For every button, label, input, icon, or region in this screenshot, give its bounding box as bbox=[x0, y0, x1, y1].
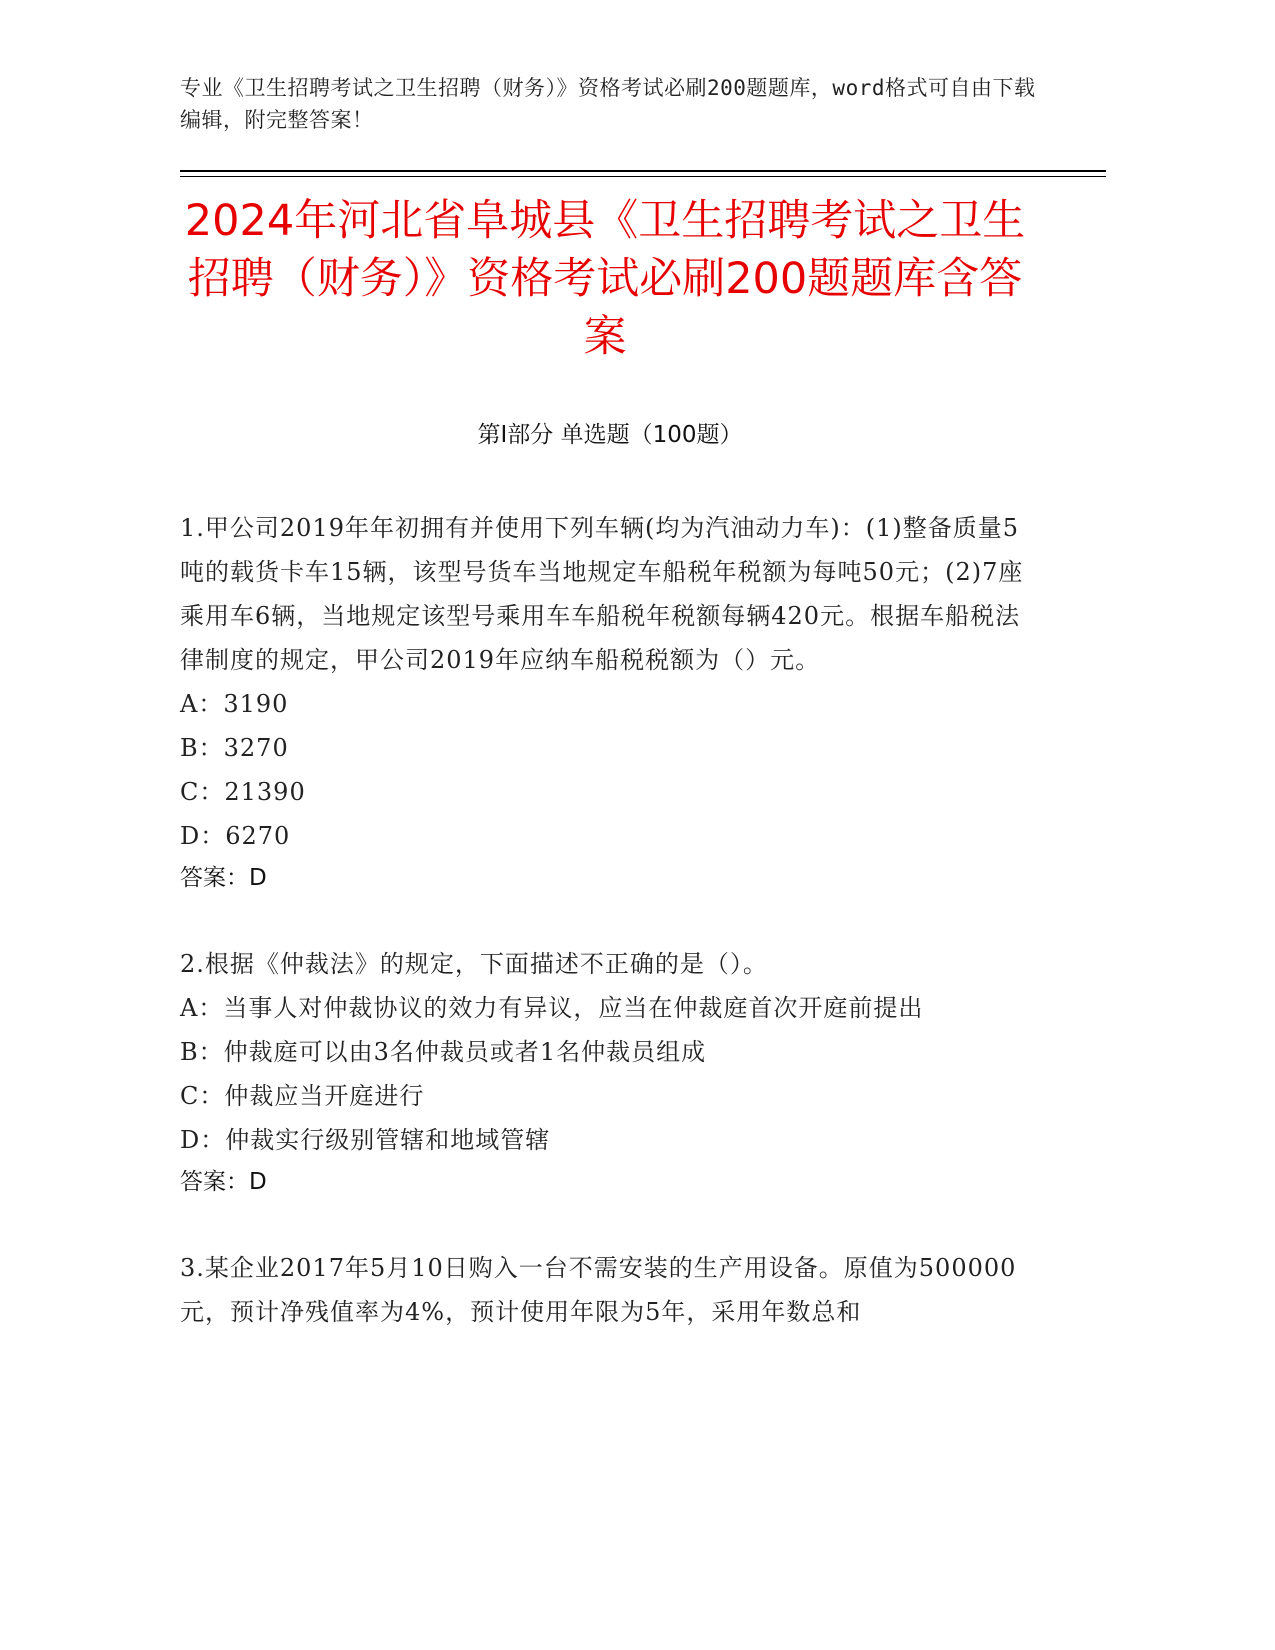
section-heading: 第Ⅰ部分 单选题（100题） bbox=[477, 422, 743, 448]
option-a: A：3190 bbox=[180, 690, 289, 718]
option-d: D：6270 bbox=[180, 822, 291, 850]
question-3 bbox=[180, 1246, 1040, 1334]
option-b: B：3270 bbox=[180, 734, 289, 762]
question-text: 2.根据《仲裁法》的规定，下面描述不正确的是（）。 bbox=[180, 950, 768, 978]
question-list bbox=[180, 506, 1040, 1378]
answer-label: 答案：D bbox=[180, 865, 267, 891]
option-b: B：仲裁庭可以由3名仲裁员或者1名仲裁员组成 bbox=[180, 1038, 707, 1066]
question-2 bbox=[180, 942, 1040, 1202]
question-text: 1.甲公司2019年年初拥有并使用下列车辆(均为汽油动力车)：(1)整备质量5吨的载货卡车15辆，该型号货车当地规定车船税年税额为每吨50元；(2)7座乘用车6辆，当地规定该型号乘用车车船税年税额每辆420元。根据车船税法律制度的规定，甲公司2019年应纳车船税税额为（）元。 bbox=[180, 514, 1024, 674]
option-c: C：21390 bbox=[180, 778, 306, 806]
answer-label: 答案：D bbox=[180, 1169, 267, 1195]
header-divider-thin bbox=[180, 176, 1106, 177]
question-text: 3.某企业2017年5月10日购入一台不需安装的生产用设备。原值为500000元，预计净残值率为4%，预计使用年限为5年，采用年数总和 bbox=[180, 1254, 1017, 1326]
header-note: 专业《卫生招聘考试之卫生招聘（财务）》资格考试必刷200题题库，word格式可自由下载编辑，附完整答案！ bbox=[180, 76, 1036, 132]
option-c: C：仲裁应当开庭进行 bbox=[180, 1082, 425, 1110]
option-d: D：仲裁实行级别管辖和地域管辖 bbox=[180, 1126, 551, 1154]
question-1 bbox=[180, 506, 1040, 898]
document-title: 2024年河北省阜城县《卫生招聘考试之卫生招聘（财务）》资格考试必刷200题题库含答案 bbox=[184, 196, 1026, 362]
header-divider-thick bbox=[180, 170, 1106, 172]
option-a: A：当事人对仲裁协议的效力有异议，应当在仲裁庭首次开庭前提出 bbox=[180, 994, 924, 1022]
